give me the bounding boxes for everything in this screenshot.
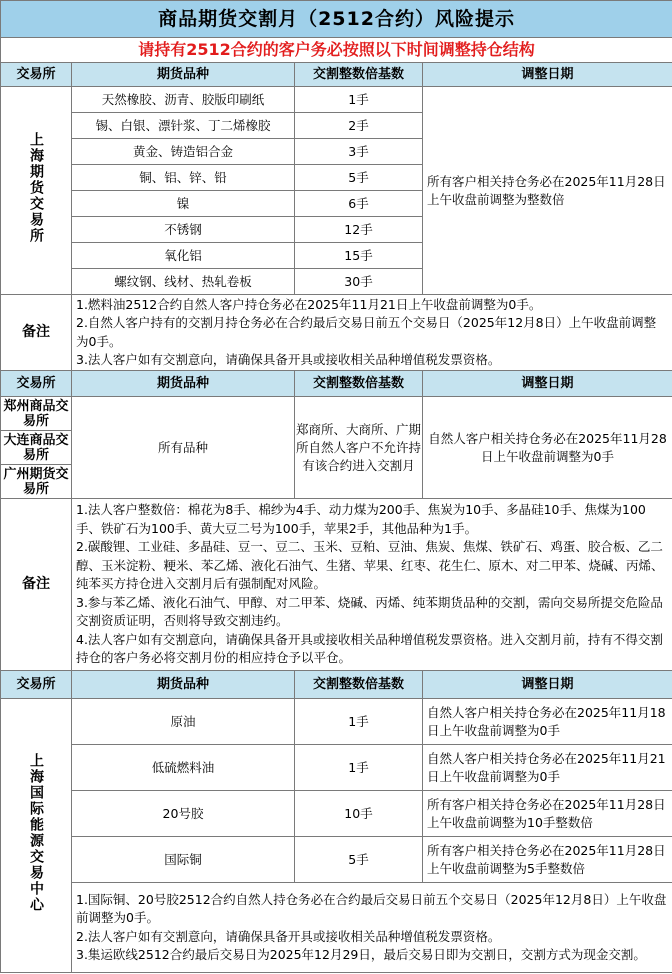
product-cell: 氧化铝 xyxy=(72,243,295,269)
date-cell: 自然人客户相关持仓务必在2025年11月18日上午收盘前调整为0手 xyxy=(423,699,672,745)
note-item: 1.法人客户整数倍：棉花为8手、棉纱为4手、动力煤为200手、焦炭为10手、多晶硅10手、焦煤为100手、铁矿石为100手、黄大豆二号为100手，苹果2手，其他品种为1手。 xyxy=(76,502,646,536)
note-item: 3.集运欧线2512合约最后交易日为2025年12月29日，最后交易日即为交割日，交割方式为现金交割。 xyxy=(76,947,646,962)
product-cell: 铜、铝、锌、铅 xyxy=(72,165,295,191)
note-block xyxy=(72,883,672,973)
lot-cell: 1手 xyxy=(295,699,423,745)
page-title: 商品期货交割月（2512合约）风险提示 xyxy=(1,1,672,38)
date-cell: 所有客户相关持仓务必在2025年11月28日上午收盘前调整为10手整数倍 xyxy=(423,791,672,837)
note-item: 1.燃料油2512合约自然人客户持仓务必在2025年11月21日上午收盘前调整为0手。 xyxy=(76,296,542,312)
date-cell: 所有客户相关持仓务必在2025年11月28日上午收盘前调整为整数倍 xyxy=(423,87,672,295)
lot-cell: 1手 xyxy=(295,87,423,113)
header-exchange: 交易所 xyxy=(1,671,72,699)
note-block xyxy=(72,295,672,371)
product-cell: 镍 xyxy=(72,191,295,217)
header-lot: 交割整数倍基数 xyxy=(295,371,423,397)
product-cell: 原油 xyxy=(72,699,295,745)
exchange-cell: 广州期货交易所 xyxy=(1,465,72,499)
header-exchange: 交易所 xyxy=(1,371,72,397)
note-item: 2.碳酸锂、工业硅、多晶硅、豆一、豆二、玉米、豆粕、豆油、焦炭、焦煤、铁矿石、鸡蛋、胶合板、乙二醇、玉米淀粉、粳米、苯乙烯、液化石油气、生猪、苹果、红枣、花生仁、原木、对二甲苯、烧碱、丙烯、纯苯买方持仓进入交割月后有强制配对风险。 xyxy=(76,539,664,592)
product-cell: 低硫燃料油 xyxy=(72,745,295,791)
product-cell: 锡、白银、漂针浆、丁二烯橡胶 xyxy=(72,113,295,139)
header-lot: 交割整数倍基数 xyxy=(295,63,423,87)
product-cell: 黄金、铸造铝合金 xyxy=(72,139,295,165)
exchange-cell: 大连商品交易所 xyxy=(1,431,72,465)
lot-cell: 5手 xyxy=(295,837,423,883)
date-cell: 自然人客户相关持仓务必在2025年11月28日上午收盘前调整为0手 xyxy=(423,397,672,499)
date-cell: 自然人客户相关持仓务必在2025年11月21日上午收盘前调整为0手 xyxy=(423,745,672,791)
header-lot: 交割整数倍基数 xyxy=(295,671,423,699)
lot-cell: 1手 xyxy=(295,745,423,791)
header-date: 调整日期 xyxy=(423,63,672,87)
lot-cell: 6手 xyxy=(295,191,423,217)
note-label: 备注 xyxy=(1,295,72,371)
header-product: 期货品种 xyxy=(72,371,295,397)
note-label: 备注 xyxy=(1,499,72,671)
product-cell: 20号胶 xyxy=(72,791,295,837)
lot-cell: 15手 xyxy=(295,243,423,269)
note-item: 4.法人客户如有交割意向，请确保具备开具或接收相关品种增值税发票资格。进入交割月前，持有不得交割持仓的客户务必将交割月份的相应持仓予以平仓。 xyxy=(76,631,663,666)
date-cell: 所有客户相关持仓务必在2025年11月28日上午收盘前调整为5手整数倍 xyxy=(423,837,672,883)
header-exchange: 交易所 xyxy=(1,63,72,87)
lot-cell: 郑商所、大商所、广期所自然人客户不允许持有该合约进入交割月 xyxy=(295,397,423,499)
product-cell: 天然橡胶、沥青、胶版印刷纸 xyxy=(72,87,295,113)
warning-banner: 请持有2512合约的客户务必按照以下时间调整持仓结构 xyxy=(1,38,672,63)
product-cell: 所有品种 xyxy=(72,397,295,499)
lot-cell: 5手 xyxy=(295,165,423,191)
note-item: 2.自然人客户持有的交割月持仓务必在合约最后交易日前五个交易日（2025年12月8日）上午收盘前调整为0手。 xyxy=(76,315,657,349)
note-item: 1.国际铜、20号胶2512合约自然人持仓务必在合约最后交易日前五个交易日（2025年12月8日）上午收盘前调整为0手。 xyxy=(76,891,667,925)
product-cell: 不锈钢 xyxy=(72,217,295,243)
note-item: 2.法人客户如有交割意向，请确保具备开具或接收相关品种增值税发票资格。 xyxy=(76,928,501,944)
header-product: 期货品种 xyxy=(72,671,295,699)
header-product: 期货品种 xyxy=(72,63,295,87)
exchange-cell: 上海国际能源交易中心 xyxy=(1,699,72,973)
lot-cell: 2手 xyxy=(295,113,423,139)
lot-cell: 30手 xyxy=(295,269,423,295)
note-item: 3.法人客户如有交割意向，请确保具备开具或接收相关品种增值税发票资格。 xyxy=(76,352,501,367)
note-item: 3.参与苯乙烯、液化石油气、甲醇、对二甲苯、烧碱、丙烯、纯苯期货品种的交割，需向交易所提交危险品交割资质证明，否则将导致交割违约。 xyxy=(76,594,663,629)
exchange-cell: 郑州商品交易所 xyxy=(1,397,72,431)
exchange-cell: 上海期货交易所 xyxy=(1,87,72,295)
product-cell: 螺纹钢、线材、热轧卷板 xyxy=(72,269,295,295)
product-cell: 国际铜 xyxy=(72,837,295,883)
header-date: 调整日期 xyxy=(423,671,672,699)
lot-cell: 12手 xyxy=(295,217,423,243)
note-block xyxy=(72,499,672,671)
lot-cell: 3手 xyxy=(295,139,423,165)
header-date: 调整日期 xyxy=(423,371,672,397)
lot-cell: 10手 xyxy=(295,791,423,837)
